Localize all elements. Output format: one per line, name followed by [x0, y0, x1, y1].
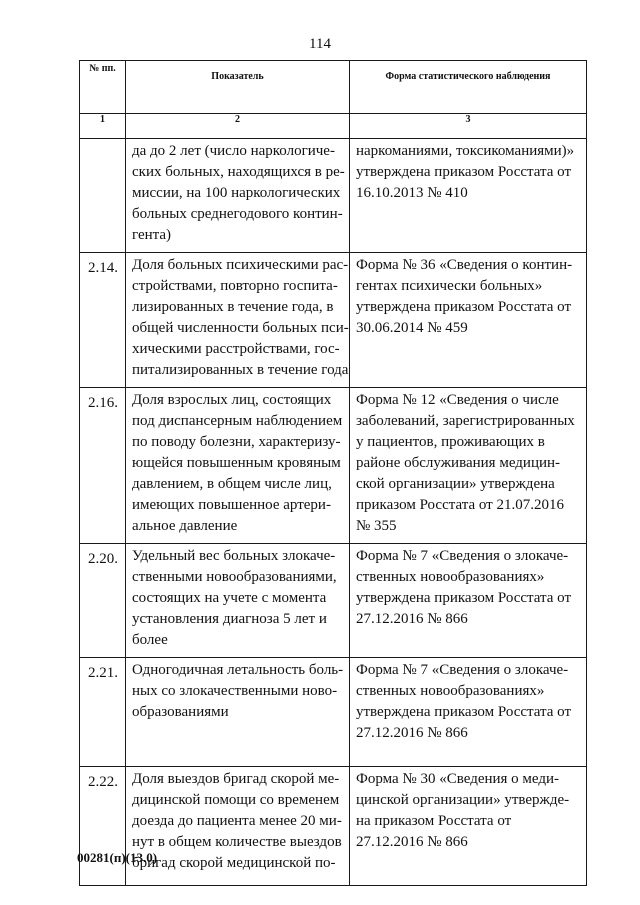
text-line: Форма № 7 «Сведения о злокаче- — [356, 662, 569, 678]
indicator-cell — [126, 388, 350, 544]
text-line: наркоманиями, токсикоманиями)» — [356, 143, 575, 159]
table-row — [80, 544, 587, 658]
table-row — [80, 253, 587, 388]
document-code: 00281(п)(13.0) — [77, 850, 158, 865]
form-cell — [350, 767, 587, 886]
text-line: общей численности больных пси- — [132, 320, 349, 336]
text-line: № 355 — [356, 518, 397, 534]
text-line: заболеваний, зарегистрированных — [356, 413, 575, 429]
page-number: 114 — [309, 36, 331, 52]
row-number — [80, 139, 126, 253]
text-line: по поводу болезни, характеризу- — [132, 434, 341, 450]
text-line: ных со злокачественными ново- — [132, 683, 338, 699]
column-number: 3 — [350, 114, 587, 139]
text-line: Форма № 7 «Сведения о злокаче- — [356, 548, 569, 564]
column-number-row — [80, 114, 587, 139]
form-cell — [350, 139, 587, 253]
text-line: районе обслуживания медицин- — [356, 455, 561, 471]
text-line: гентах психически больных» — [356, 278, 543, 294]
text-line: ской организации» утверждена — [356, 476, 555, 492]
text-line: давлением, в общем числе лиц, — [132, 476, 332, 492]
text-line: питализированных в течение года — [132, 362, 349, 378]
indicator-cell — [126, 139, 350, 253]
text-line: цинской организации» утвержде- — [356, 792, 570, 808]
text-line: имеющих повышенное артери- — [132, 497, 331, 513]
text-line: ственными новообразованиями, — [132, 569, 337, 585]
text-line: альное давление — [132, 518, 238, 534]
text-line: бригад скорой медицинской по- — [132, 855, 336, 871]
header-form: Форма статистического наблюдения — [350, 61, 587, 114]
text-line: 27.12.2016 № 866 — [356, 725, 468, 741]
text-line: 27.12.2016 № 866 — [356, 834, 468, 850]
text-line: дицинской помощи со временем — [132, 792, 340, 808]
text-line: у пациентов, проживающих в — [356, 434, 545, 450]
text-line: более — [132, 632, 168, 648]
table-header-row — [80, 61, 587, 114]
text-line: приказом Росстата от 21.07.2016 — [356, 497, 564, 513]
indicator-cell — [126, 658, 350, 767]
header-indicator: Показатель — [126, 61, 350, 114]
form-cell — [350, 544, 587, 658]
text-line: ственных новообразованиях» — [356, 683, 545, 699]
text-line: Форма № 36 «Сведения о контин- — [356, 257, 573, 273]
text-line: утверждена приказом Росстата от — [356, 704, 572, 720]
text-line: утверждена приказом Росстата от — [356, 590, 572, 606]
text-line: Форма № 30 «Сведения о меди- — [356, 771, 560, 787]
text-line: Доля больных психическими рас- — [132, 257, 349, 273]
column-number: 2 — [126, 114, 350, 139]
text-line: Доля взрослых лиц, состоящих — [132, 392, 332, 408]
table-row — [80, 767, 587, 886]
text-line: гента) — [132, 227, 172, 243]
text-line: Удельный вес больных злокаче- — [132, 548, 336, 564]
row-number: 2.21. — [80, 658, 126, 767]
text-line: нут в общем количестве выездов — [132, 834, 342, 850]
table-row — [80, 658, 587, 767]
text-line: образованиями — [132, 704, 229, 720]
text-line: Доля выездов бригад скорой ме- — [132, 771, 340, 787]
table-row — [80, 388, 587, 544]
form-cell — [350, 658, 587, 767]
text-line: больных среднегодового контин- — [132, 206, 343, 222]
text-line: 30.06.2014 № 459 — [356, 320, 468, 336]
text-line: под диспансерным наблюдением — [132, 413, 343, 429]
text-line: доезда до пациента менее 20 ми- — [132, 813, 342, 829]
text-line: утверждена приказом Росстата от — [356, 299, 572, 315]
indicators-table — [79, 60, 587, 886]
text-line: на приказом Росстата от — [356, 813, 512, 829]
row-number: 2.14. — [80, 253, 126, 388]
indicator-cell — [126, 253, 350, 388]
text-line: Одногодичная летальность боль- — [132, 662, 344, 678]
text-line: 16.10.2013 № 410 — [356, 185, 468, 201]
column-number: 1 — [80, 114, 126, 139]
text-line: хическими расстройствами, гос- — [132, 341, 340, 357]
indicator-cell — [126, 767, 350, 886]
text-line: установления диагноза 5 лет и — [132, 611, 327, 627]
text-line: Форма № 12 «Сведения о числе — [356, 392, 559, 408]
text-line: лизированных в течение года, в — [132, 299, 334, 315]
form-cell — [350, 388, 587, 544]
text-line: 27.12.2016 № 866 — [356, 611, 468, 627]
row-number: 2.16. — [80, 388, 126, 544]
form-cell — [350, 253, 587, 388]
text-line: ственных новообразованиях» — [356, 569, 545, 585]
row-number: 2.20. — [80, 544, 126, 658]
text-line: ских больных, находящихся в ре- — [132, 164, 345, 180]
table-row — [80, 139, 587, 253]
text-line: стройствами, повторно госпита- — [132, 278, 338, 294]
text-line: ющейся повышенным кровяным — [132, 455, 341, 471]
header-number: № пп. — [80, 61, 126, 114]
indicator-cell — [126, 544, 350, 658]
text-line: утверждена приказом Росстата от — [356, 164, 572, 180]
text-line: состоящих на учете с момента — [132, 590, 327, 606]
row-number: 2.22. — [80, 767, 126, 886]
text-line: миссии, на 100 наркологических — [132, 185, 341, 201]
text-line: да до 2 лет (число наркологиче- — [132, 143, 335, 159]
